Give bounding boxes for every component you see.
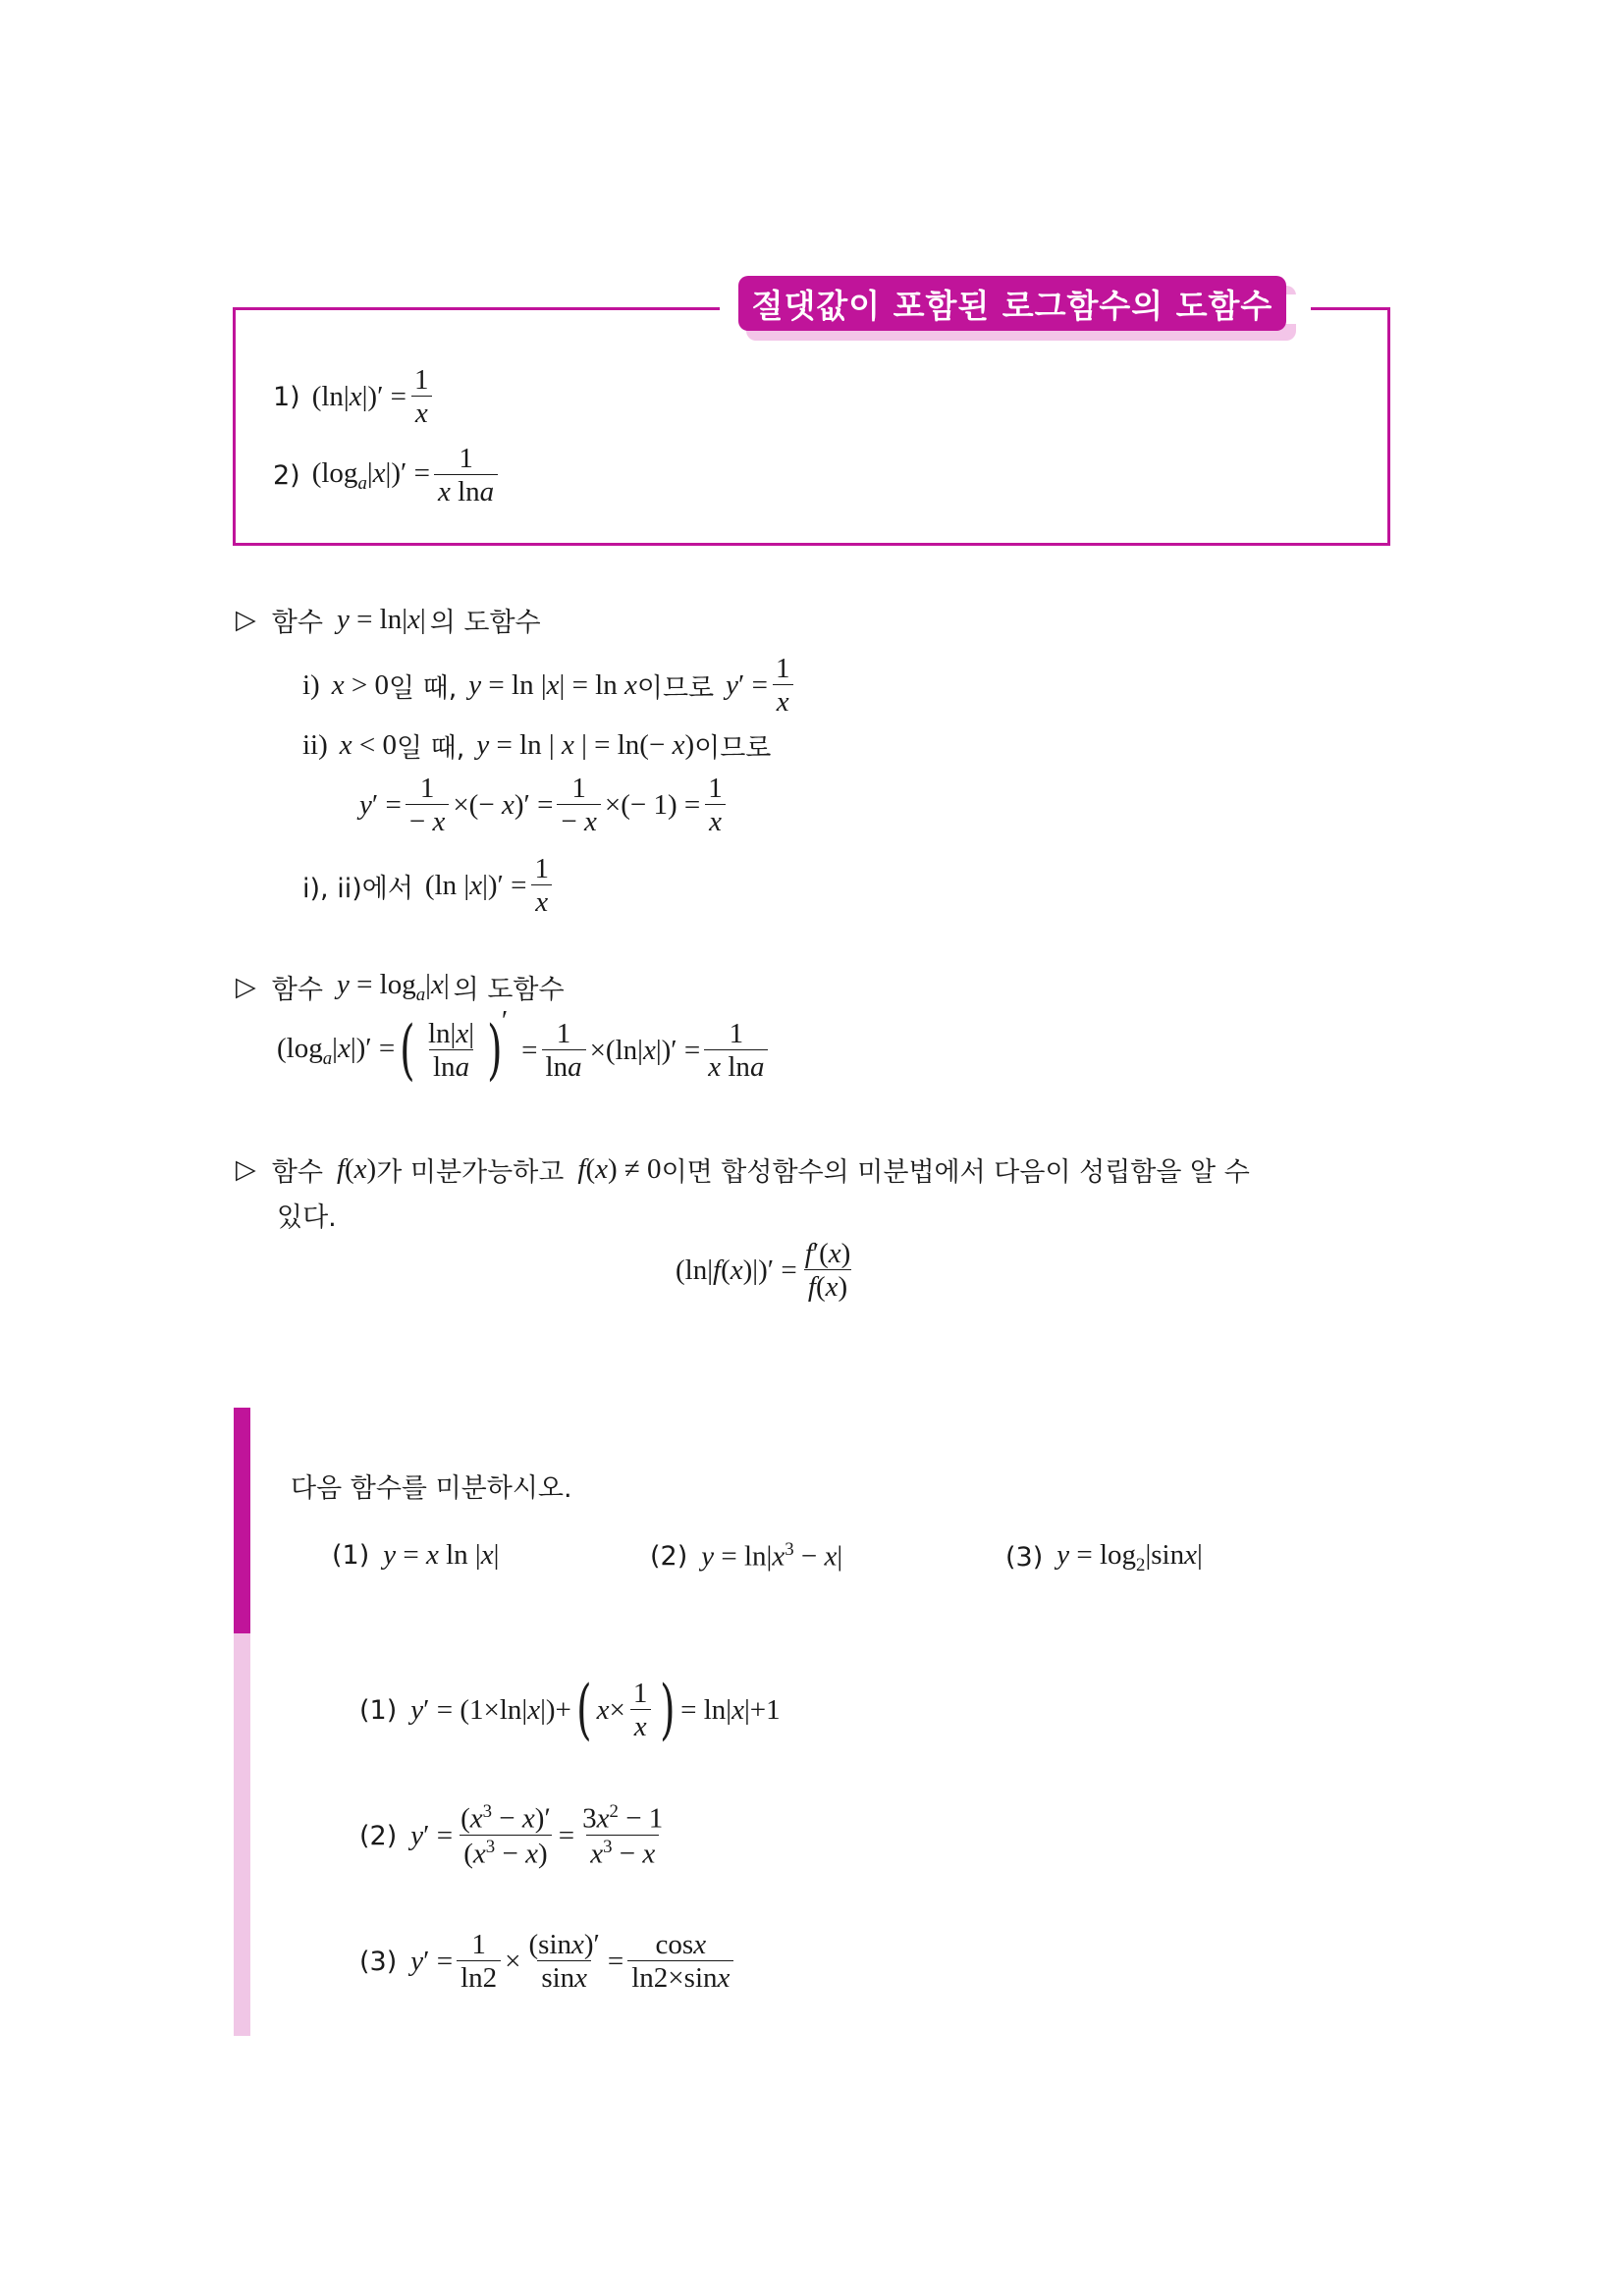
sec3-line1: ▷ 함수 f(x) 가 미분가능하고 f(x) ≠ 0 이면 합성함수의 미분법에서 다음이 성립함을 알 수	[236, 1153, 1250, 1188]
sec2-heading: ▷ 함수 $y = \log_a|x|$ 의 도함수	[236, 968, 565, 1005]
solution-2: (2) y′ = $\frac{(x^3 - x)'}{(x^3 - x)}$ = $\frac{3x^2 - 1}{x^3 - x}$	[359, 1801, 664, 1870]
sec1-heading: ▷ 함수 y = ln|x| 의 도함수	[236, 604, 541, 638]
example-bar-dark	[234, 1408, 250, 1633]
problem-2: (2) $y = \ln|x^3 - x|$	[650, 1539, 843, 1573]
problem-3: (3) $y = \log_2|\sin x|$	[1005, 1539, 1203, 1575]
triangle-icon: ▷	[236, 605, 256, 635]
triangle-icon: ▷	[236, 972, 256, 1002]
formula-box-title: 절댓값이 포함된 로그함수의 도함수	[738, 276, 1286, 331]
sec1-case-ii-calc: y′ = $\frac{1}{- x}$ ×(− x)′ = $\frac{1}{- x}$ ×(− 1) = $\frac{1}{x}$	[359, 774, 731, 837]
sec3-line2: 있다.	[277, 1202, 337, 1233]
formula-1-label: 1)	[273, 381, 300, 412]
sec1-case-ii: ii) x < 0 일 때, y = ln | x | = ln(− x) 이므로	[302, 729, 772, 764]
solution-1: (1) y′ = (1×ln|x|)+ ( x× $\frac{1}{x}$ ) = ln|x|+1	[359, 1672, 781, 1748]
sec2-derivation: $(\log_a|x|)'$ = ( $\frac{\ln|x|}{\ln a}$ ) ′ = $\frac{1}{\ln a}$ ×(ln|x|)′ = $\frac{1}{\text{x lna}}$	[277, 1019, 772, 1083]
problem-1: (1) y = x ln |x|	[332, 1539, 500, 1571]
sec1-conclusion: i), ii)에서 (ln |x|)′ = $\frac{1}{x}$	[302, 854, 557, 918]
formula-2: 2) $(\log_a|x|)'$ = $\frac{1}{\text{x lna}}$	[273, 444, 502, 507]
sec3-formula: (ln|f(x)|)′ = $\frac{f'(x)}{f(x)}$	[676, 1238, 851, 1304]
formula-1: 1) (ln|x|)′ = $\frac{1}{x}$	[273, 365, 437, 429]
example-prompt: 다음 함수를 미분하시오.	[291, 1473, 572, 1504]
triangle-icon: ▷	[236, 1154, 256, 1185]
solution-3: (3) y′ = $\frac{1}{\ln 2}$ × $\frac{(\sin x)'}{\sin x}$ = $\frac{\cos x}{\ln 2\times\sin x}$	[359, 1930, 737, 1994]
sec1-case-i: i) x > 0 일 때, y = ln |x| = ln x 이므로 y′ = $\frac{1}{x}$	[302, 654, 797, 718]
example-bar-light	[234, 1633, 250, 2036]
formula-2-label: 2)	[273, 459, 300, 491]
